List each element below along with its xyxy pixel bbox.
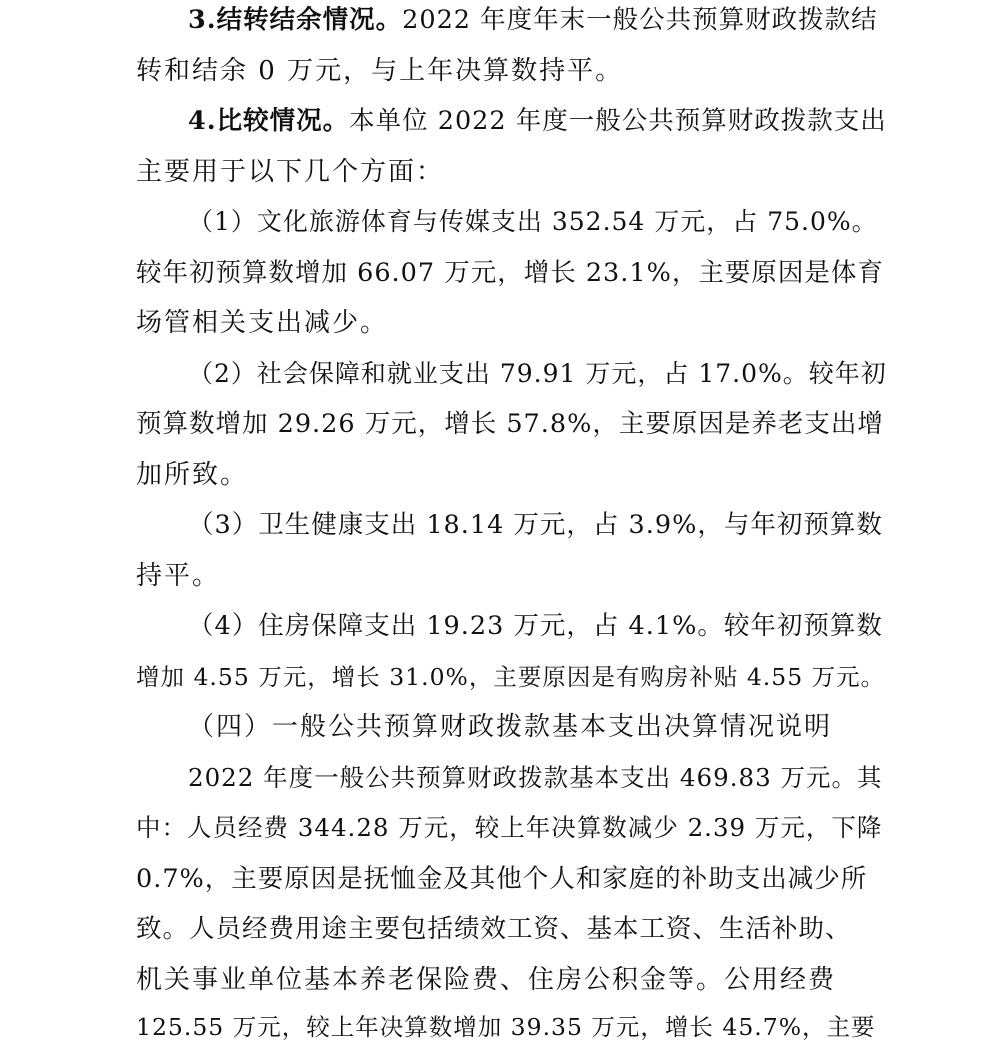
list-item-line: 场管相关支出减少。 [136,308,389,338]
section-heading: （四）一般公共预算财政拨款基本支出决算情况说明 [188,712,833,742]
paragraph-line: 机关事业单位基本养老保险费、住房公积金等。公用经费 [136,965,837,995]
list-item-line: （2）社会保障和就业支出 79.91 万元，占 17.0%。较年初 [188,359,887,388]
list-item-line: （1）文化旅游体育与传媒支出 352.54 万元，占 75.0%。 [188,207,878,236]
paragraph-heading: 3.结转结余情况。 [188,5,403,35]
paragraph-line: 中：人员经费 344.28 万元，较上年决算数减少 2.39 万元，下降 [136,813,883,842]
paragraph-line [188,106,888,136]
list-item-line: 持平。 [136,561,221,591]
paragraph-heading: 4.比较情况。 [188,106,350,136]
paragraph-line: 主要用于以下几个方面： [136,157,445,187]
list-item-line: 增加 4.55 万元，增长 31.0%，主要原因是有购房补贴 4.55 万元。 [136,663,886,691]
list-item-line: （4）住房保障支出 19.23 万元，占 4.1%。较年初预算数 [188,611,883,641]
list-item-line: 较年初预算数增加 66.07 万元，增长 23.1%，主要原因是体育 [136,258,884,288]
list-item-line: 预算数增加 29.26 万元，增长 57.8%，主要原因是养老支出增 [136,409,884,439]
paragraph-text: 2022 年度年末一般公共预算财政拨款结 [402,5,878,35]
paragraph-line: 致。人员经费用途主要包括绩效工资、基本工资、生活补助、 [136,914,852,944]
paragraph-line [188,5,888,35]
paragraph-line: 0.7%，主要原因是抚恤金及其他个人和家庭的补助支出减少所 [136,864,868,894]
list-item-line: （3）卫生健康支出 18.14 万元，占 3.9%，与年初预算数 [188,510,883,540]
paragraph-line: 转和结余 0 万元，与上年决算数持平。 [136,56,624,86]
paragraph-line: 2022 年度一般公共预算财政拨款基本支出 469.83 万元。其 [188,763,883,792]
paragraph-line: 125.55 万元，较上年决算数增加 39.35 万元，增长 45.7%，主要 [136,1013,876,1041]
paragraph-text: 本单位 2022 年度一般公共预算财政拨款支出 [349,106,887,136]
list-item-line: 加所致。 [136,460,249,490]
